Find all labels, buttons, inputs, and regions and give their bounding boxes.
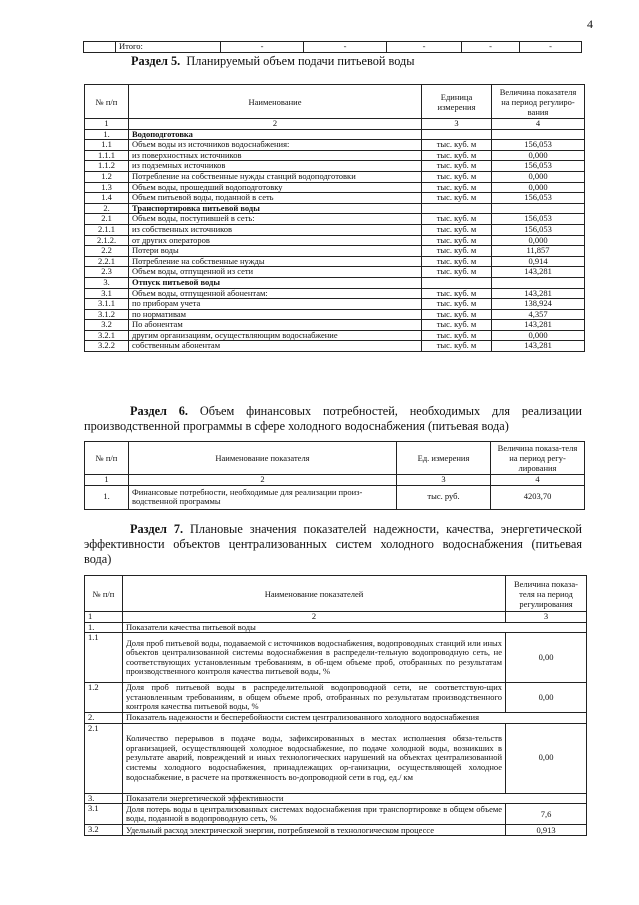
row-value: 0,000 bbox=[492, 235, 585, 246]
row-num: 1.1 bbox=[85, 140, 129, 151]
row-value: 156,053 bbox=[492, 193, 585, 204]
row-num: 1.3 bbox=[85, 182, 129, 193]
table-row bbox=[85, 288, 585, 299]
row-name: Показатели энергетической эффективности bbox=[123, 793, 587, 804]
index-cell: 2 bbox=[123, 612, 506, 623]
col-header-num: № п/п bbox=[85, 442, 129, 475]
table-row bbox=[85, 182, 585, 193]
section7-heading-line2: эффективности объектов централизованных систем холодного водоснабжения (питьевая bbox=[84, 537, 582, 551]
row-unit: тыс. куб. м bbox=[422, 150, 492, 161]
section7-heading-text1: Плановые значения показателей надежности, качества, энергетической bbox=[190, 522, 582, 536]
row-num: 1.1.1 bbox=[85, 150, 129, 161]
row-num: 1. bbox=[85, 129, 129, 140]
row-num: 2.1.1 bbox=[85, 224, 129, 235]
index-cell: 3 bbox=[422, 119, 492, 130]
row-value: 0,914 bbox=[492, 256, 585, 267]
row-num: 2.2 bbox=[85, 246, 129, 257]
table-row bbox=[85, 129, 585, 140]
row-name: Доля потерь воды в централизованных системах водоснабжения при транспортировке в общем объеме воды, поданной в водопроводную сеть, % bbox=[123, 804, 506, 825]
row-value: 143,281 bbox=[492, 320, 585, 331]
row-num: 1.1 bbox=[85, 633, 123, 683]
table-row bbox=[85, 804, 587, 825]
section5-table bbox=[84, 84, 585, 352]
row-name: Объем воды из источников водоснабжения: bbox=[129, 140, 422, 151]
col-header-value: Величина показа-теля на период регу-лирования bbox=[491, 442, 585, 475]
row-value: 0,000 bbox=[492, 171, 585, 182]
row-value bbox=[492, 203, 585, 214]
table-row bbox=[85, 203, 585, 214]
table-row bbox=[85, 193, 585, 204]
row-name: Доля проб питьевой воды, подаваемой с источников водоснабжения, водопроводных станций или иных объектов централизованной системы водоснабжения в распредели-тельную водопроводную сеть, не соответствующих установленным требованиям, в об-щем объеме проб, отобранных по результатам производственного контроля качества питьевой воды, % bbox=[123, 633, 506, 683]
row-value: 0,000 bbox=[492, 150, 585, 161]
row-name: от других операторов bbox=[129, 235, 422, 246]
row-name: Отпуск питьевой воды bbox=[129, 277, 422, 288]
table-row bbox=[85, 320, 585, 331]
row-num: 3. bbox=[85, 793, 123, 804]
col-header-unit: Ед. измерения bbox=[397, 442, 491, 475]
row-value: 156,053 bbox=[492, 214, 585, 225]
section5-rows bbox=[85, 129, 585, 351]
row-name: по нормативам bbox=[129, 309, 422, 320]
total-row-table bbox=[83, 41, 582, 53]
index-cell: 1 bbox=[85, 612, 123, 623]
row-name: Объем питьевой воды, поданной в сеть bbox=[129, 193, 422, 204]
row-unit: тыс. куб. м bbox=[422, 182, 492, 193]
index-cell: 4 bbox=[492, 119, 585, 130]
row-unit: тыс. куб. м bbox=[422, 235, 492, 246]
row-unit: тыс. куб. м bbox=[422, 140, 492, 151]
table-row bbox=[85, 214, 585, 225]
section6-heading-line1 bbox=[84, 404, 582, 419]
index-cell: 3 bbox=[506, 612, 587, 623]
row-name: Удельный расход электрической энергии, потребляемой в технологическом процессе bbox=[123, 825, 506, 836]
row-unit: тыс. куб. м bbox=[422, 267, 492, 278]
index-cell: 4 bbox=[491, 475, 585, 486]
row-name: Потребление на собственные нужды станций водоподготовки bbox=[129, 171, 422, 182]
index-cell: 2 bbox=[129, 475, 397, 486]
row-name: Показатель надежности и бесперебойности систем централизованного холодного водоснабжения bbox=[123, 713, 587, 724]
total-label: Итого: bbox=[116, 42, 221, 53]
row-value bbox=[492, 277, 585, 288]
col-header-value: Величина показа-теля на период регулирования bbox=[506, 576, 587, 612]
table-row bbox=[85, 161, 585, 172]
section7-heading-line1 bbox=[84, 522, 582, 537]
row-num: 3.1 bbox=[85, 804, 123, 825]
row-value: 156,053 bbox=[492, 140, 585, 151]
table-row bbox=[85, 341, 585, 352]
row-num: 2.1.2. bbox=[85, 235, 129, 246]
row-name: По абонентам bbox=[129, 320, 422, 331]
total-cell: - bbox=[387, 42, 462, 53]
group-row bbox=[85, 622, 587, 633]
section6-heading-number: Раздел 6. bbox=[130, 404, 189, 418]
table-row bbox=[85, 140, 585, 151]
table-row bbox=[85, 267, 585, 278]
row-unit: тыс. куб. м bbox=[422, 161, 492, 172]
table-row bbox=[85, 171, 585, 182]
col-header-unit: Единица измерения bbox=[422, 85, 492, 119]
row-num: 1.1.2 bbox=[85, 161, 129, 172]
page-number: 4 bbox=[587, 17, 593, 31]
row-value: 4203,70 bbox=[491, 485, 585, 509]
row-value: 156,053 bbox=[492, 161, 585, 172]
row-unit: тыс. куб. м bbox=[422, 224, 492, 235]
row-name: из поверхностных источников bbox=[129, 150, 422, 161]
total-cell: - bbox=[462, 42, 520, 53]
row-num: 2.1 bbox=[85, 214, 129, 225]
index-cell: 1 bbox=[85, 475, 129, 486]
row-unit bbox=[422, 129, 492, 140]
row-value: 0,00 bbox=[506, 683, 587, 713]
row-value: 0,00 bbox=[506, 633, 587, 683]
row-name: по приборам учета bbox=[129, 299, 422, 310]
row-value: 138,924 bbox=[492, 299, 585, 310]
row-num: 3.1.1 bbox=[85, 299, 129, 310]
row-num: 2.3 bbox=[85, 267, 129, 278]
col-header-name: Наименование bbox=[129, 85, 422, 119]
row-num: 1.2 bbox=[85, 683, 123, 713]
total-cell: - bbox=[520, 42, 582, 53]
row-num: 1. bbox=[85, 485, 129, 509]
row-name: Транспортировка питьевой воды bbox=[129, 203, 422, 214]
row-value: 143,281 bbox=[492, 267, 585, 278]
col-header-value: Величина показателя на период регулиро-вания bbox=[492, 85, 585, 119]
section6-heading-text1: Объем финансовых потребностей, необходимых для реализации bbox=[199, 404, 582, 418]
row-unit bbox=[422, 277, 492, 288]
total-empty-cell bbox=[84, 42, 116, 53]
row-name: собственным абонентам bbox=[129, 341, 422, 352]
row-num: 1. bbox=[85, 622, 123, 633]
row-value: 0,000 bbox=[492, 330, 585, 341]
row-value: 11,857 bbox=[492, 246, 585, 257]
row-name: Потребление на собственные нужды bbox=[129, 256, 422, 267]
row-value: 0,000 bbox=[492, 182, 585, 193]
col-header-name: Наименование показателей bbox=[123, 576, 506, 612]
row-num: 1.2 bbox=[85, 171, 129, 182]
row-name: Показатели качества питьевой воды bbox=[123, 622, 587, 633]
section6-heading-line2: производственной программы в сфере холодного водоснабжения (питьевая вода) bbox=[84, 419, 509, 433]
row-unit: тыс. куб. м bbox=[422, 288, 492, 299]
table-row bbox=[85, 150, 585, 161]
row-value: 156,053 bbox=[492, 224, 585, 235]
section7-table bbox=[84, 575, 587, 836]
index-cell: 2 bbox=[129, 119, 422, 130]
row-num: 3.2 bbox=[85, 320, 129, 331]
row-value: 7,6 bbox=[506, 804, 587, 825]
row-unit: тыс. куб. м bbox=[422, 330, 492, 341]
section7-rows bbox=[85, 622, 587, 836]
row-name: Объем воды, отпущенной абонентам: bbox=[129, 288, 422, 299]
row-unit: тыс. руб. bbox=[397, 485, 491, 509]
row-unit: тыс. куб. м bbox=[422, 246, 492, 257]
row-num: 3.1.2 bbox=[85, 309, 129, 320]
table-row bbox=[85, 723, 587, 793]
total-cell: - bbox=[304, 42, 387, 53]
index-cell: 1 bbox=[85, 119, 129, 130]
table-row bbox=[85, 224, 585, 235]
group-row bbox=[85, 793, 587, 804]
section7-heading-line3: вода) bbox=[84, 552, 112, 566]
col-header-num: № п/п bbox=[85, 576, 123, 612]
row-unit: тыс. куб. м bbox=[422, 309, 492, 320]
row-unit: тыс. куб. м bbox=[422, 341, 492, 352]
row-num: 2. bbox=[85, 713, 123, 724]
row-name: из собственных источников bbox=[129, 224, 422, 235]
row-value: 4,357 bbox=[492, 309, 585, 320]
table-row bbox=[85, 825, 587, 836]
table-row bbox=[85, 633, 587, 683]
row-value: 0,913 bbox=[506, 825, 587, 836]
table-row bbox=[85, 246, 585, 257]
row-unit: тыс. куб. м bbox=[422, 320, 492, 331]
row-unit: тыс. куб. м bbox=[422, 214, 492, 225]
section7-heading-number: Раздел 7. bbox=[130, 522, 184, 536]
row-num: 2.1 bbox=[85, 723, 123, 793]
col-header-name: Наименование показателя bbox=[129, 442, 397, 475]
table-row bbox=[85, 330, 585, 341]
section5-heading bbox=[131, 54, 415, 69]
row-name: Доля проб питьевой воды в распределительной водопроводной сети, не соответствую-щих установленным требованиям, в общем объеме проб, отобранных по результатам производственного контроля качества питьевой воды, % bbox=[123, 683, 506, 713]
row-num: 3.2.1 bbox=[85, 330, 129, 341]
section5-heading-text: Планируемый объем подачи питьевой воды bbox=[186, 54, 415, 68]
row-unit: тыс. куб. м bbox=[422, 256, 492, 267]
row-name: Объем воды, поступившей в сеть: bbox=[129, 214, 422, 225]
section5-heading-number: Раздел 5. bbox=[131, 54, 181, 68]
row-value: 0,00 bbox=[506, 723, 587, 793]
total-cell: - bbox=[221, 42, 304, 53]
row-unit: тыс. куб. м bbox=[422, 193, 492, 204]
row-num: 2.2.1 bbox=[85, 256, 129, 267]
table-row bbox=[85, 277, 585, 288]
table-row bbox=[85, 256, 585, 267]
row-num: 3. bbox=[85, 277, 129, 288]
row-unit bbox=[422, 203, 492, 214]
row-name: Потери воды bbox=[129, 246, 422, 257]
row-unit: тыс. куб. м bbox=[422, 171, 492, 182]
row-name: другим организациям, осуществляющим водоснабжение bbox=[129, 330, 422, 341]
row-name: Финансовые потребности, необходимые для реализации произ-водственной программы bbox=[129, 485, 397, 509]
table-row bbox=[85, 299, 585, 310]
index-cell: 3 bbox=[397, 475, 491, 486]
row-name: Объем воды, отпущенной из сети bbox=[129, 267, 422, 278]
row-name: Водоподготовка bbox=[129, 129, 422, 140]
row-num: 3.2.2 bbox=[85, 341, 129, 352]
row-num: 3.1 bbox=[85, 288, 129, 299]
row-value: 143,281 bbox=[492, 288, 585, 299]
row-num: 1.4 bbox=[85, 193, 129, 204]
row-name: из подземных источников bbox=[129, 161, 422, 172]
group-row bbox=[85, 713, 587, 724]
row-name: Объем воды, прошедший водоподготовку bbox=[129, 182, 422, 193]
section6-table bbox=[84, 441, 585, 510]
row-value: 143,281 bbox=[492, 341, 585, 352]
table-row bbox=[85, 309, 585, 320]
row-value bbox=[492, 129, 585, 140]
table-row bbox=[85, 683, 587, 713]
row-num: 2. bbox=[85, 203, 129, 214]
table-row bbox=[85, 235, 585, 246]
row-unit: тыс. куб. м bbox=[422, 299, 492, 310]
row-name: Количество перерывов в подаче воды, зафиксированных в местах исполнения обяза-тельств организацией, осуществляющей холодное водоснабжение, по подаче холодной воды, возникших в результате аварий, повреждений и иных технологических нарушений на объектах централизованной системы холодного водоснабжения, принадлежащих ор-ганизации, осуществляющей холодное водоснабжение, в расчете на протяженность во-допроводной сети в год, ед./ км bbox=[123, 723, 506, 793]
col-header-num: № п/п bbox=[85, 85, 129, 119]
row-num: 3.2 bbox=[85, 825, 123, 836]
